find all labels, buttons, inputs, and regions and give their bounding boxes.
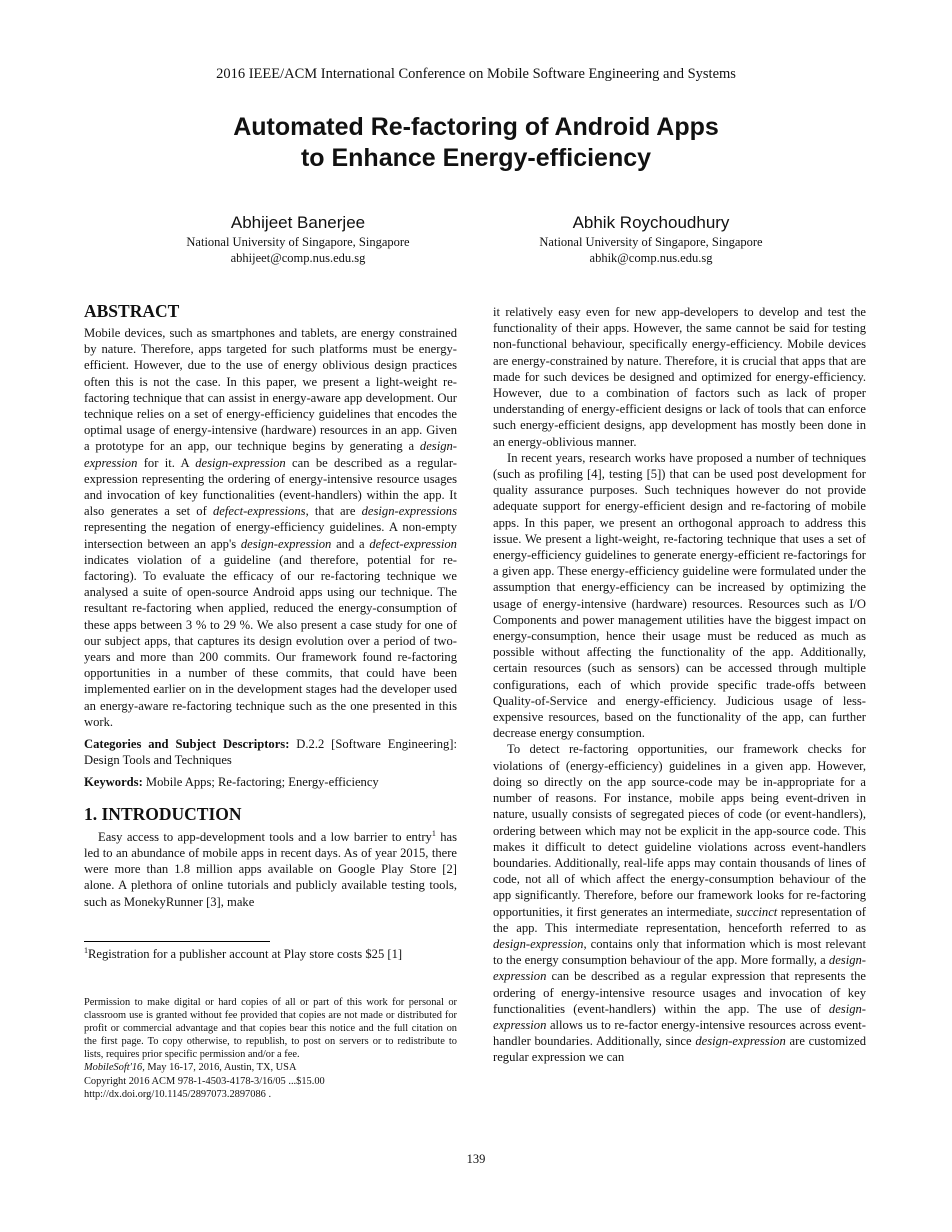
- abstract-heading: ABSTRACT: [84, 301, 180, 321]
- footnote-rule: [84, 941, 270, 942]
- permission-text: Permission to make digital or hard copies of all or part of this work for personal or classroom use is granted without fee provided that copies are not made or distributed for profit or commercial advantage and that copies bear this notice and the full citation on the first page. To copy otherwise, to republish, to post on servers or to redistribute to lists, requires prior specific permission and/or a fee.: [84, 997, 457, 1061]
- doi-line: http://dx.doi.org/10.1145/2897073.2897086 .: [84, 1088, 272, 1100]
- intro-paragraph: Easy access to app-development tools and a low barrier to entry$^1$ has led to an abundance of mobile apps in recent days. As of year 2015, there were more than 1.8 million apps available on Google Play Store [2] alone. A plethora of online tutorials and publicly available testing tools, such as MonekyRunner [3], make: [84, 828, 457, 909]
- left-column: [84, 300, 457, 910]
- categories: Categories and Subject Descriptors: D.2.2 [Software Engineering]: Design Tools and Techniques: [84, 737, 457, 768]
- conference-header: 2016 IEEE/ACM International Conference on Mobile Software Engineering and Systems: [216, 66, 736, 82]
- author-block-1: [118, 212, 478, 266]
- author-email: abhijeet@comp.nus.edu.sg: [230, 251, 366, 265]
- footnote: $^1$Registration for a publisher account at Play store costs $25 [1]: [84, 945, 403, 961]
- footnote-marker: 1: [431, 828, 436, 838]
- paper-title: [0, 112, 952, 174]
- title-line-1: Automated Re-factoring of Android Apps: [233, 113, 719, 141]
- author-name: Abhik Roychoudhury: [572, 213, 730, 232]
- author-name: Abhijeet Banerjee: [230, 213, 366, 232]
- body-paragraph: it relatively easy even for new app-developers to develop and test the functionality of their apps. However, the same cannot be said for testing non-functional behaviour, specifically energy-efficiency. Mobile devices are energy-constrained by nature. Therefore, it is crucial that apps that are made for such devices be designed and optimized for energy-efficiency. However, due to a combination of factors such as lack of proper understanding of energy-efficient designs or lack of tools that can enforce such energy-efficient designs, app development has mostly been done in an energy-oblivious manner.: [493, 305, 866, 449]
- title-line-2: to Enhance Energy-efficiency: [300, 144, 652, 172]
- author-block-2: [471, 212, 831, 266]
- page-number: 139: [466, 1152, 486, 1166]
- author-affiliation: National University of Singapore, Singapore: [186, 235, 410, 249]
- abstract-paragraph: Mobile devices, such as smartphones and tablets, are energy constrained by nature. Therefore, apps targeted for such platforms must be energy-efficient. However, due to the use of energy oblivious design practices often this is not the case. In this paper, we present a light-weight re-factoring technique that can assist in energy-aware app development. Our technique relies on a set of energy-efficiency guidelines that encodes the optimal usage of energy-intensive (hardware) resources in an app. Given a prototype for an app, our technique begins by generating a design-expression for it. A design-expression can be described as a regular-expression representing the ordering of energy-intensive resource usages and invocation of key functionalities (event-handlers) within the app. It also generates a set of defect-expressions, that are design-expressions representing the negation of energy-efficiency guidelines. A non-empty intersection between an app's design-expression and a defect-expression indicates violation of a guideline (and therefore, potential for re-factoring). To evaluate the efficacy of our re-factoring technique we analysed a suite of open-source Android apps using our technique. The resultant re-factoring when applied, reduced the energy-consumption of these apps between 3 % to 29 %. We also present a case study for one of our subject apps, that captures its design evolution over a period of two-years and more than 200 commits. Our framework found re-factoring opportunities in a number of these commits, that could have been implemented earlier on in the development stages had the developer used an energy-aware re-factoring technique such as the one presented in this work.: [84, 326, 457, 729]
- keywords: Keywords: Mobile Apps; Re-factoring; Energy-efficiency: [84, 775, 379, 790]
- body-paragraph: In recent years, research works have proposed a number of techniques (such as profiling [4], testing [5]) that can be used post development for quality assurance purposes. Such techniques however do not provide adequate support for energy-efficient design and re-factoring of mobile apps. In this paper, we present an orthogonal approach to address this issue. We present a light-weight, re-factoring technique that uses a set of energy-efficiency guidelines to generate energy-efficient re-factorings for a given app. These energy-efficiency guideline were formulated under the assumption that energy-efficiency can be increased by optimizing the usage of energy-intensive (hardware) resources. Resources such as I/O Components and power management utilities have the biggest impact on energy-consumption, hence their usage must be reduced as much as possible without affecting the functionality of the app. Additionally, certain resources (such as sensors) can be accessed through multiple configurations, each of which provide specific trade-offs between Quality-of-Service and energy-efficiency. Judicious usage of less-expensive resources, based on the functionality of the app, can further decrease energy consumption.: [493, 450, 866, 741]
- author-affiliation: National University of Singapore, Singapore: [539, 235, 763, 249]
- body-paragraph: To detect re-factoring opportunities, our framework checks for violations of (energy-efficiency) guidelines in a given app. However, doing so directly on the app source-code may be in-appropriate for a number of reasons. For instance, mobile apps being event-driven in nature, usually consists of segregated pieces of code (or event-handlers), ordering between which may not be explicit in the app-source code. This makes it difficult to detect guideline violations across event-handlers boundaries. Additionally, real-life apps may contain thousands of lines of code, not all of which affect the energy-consumption behaviour of the app significantly. Therefore, before our framework looks for re-factoring opportunities, it first generates an intermediate, succinct representation of the app. This intermediate representation, henceforth referred to as design-expression, contains only that information which is most relevant to the energy consumption behaviour of the app. More formally, a design-expression can be described as a regular expression that represents the ordering of energy-intensive resource usages and invocation of key functionalities (event-handlers) within the app. The use of design-expression allows us to re-factor energy-intensive resources across event-handler boundaries. Additionally, since design-expression are customized regular expression we can: [493, 742, 866, 1065]
- copyright-line: Copyright 2016 ACM 978-1-4503-4178-3/16/05 ...$15.00: [84, 1075, 325, 1087]
- introduction-heading: 1. INTRODUCTION: [84, 803, 242, 824]
- right-column: [493, 304, 866, 1066]
- permission-block: [84, 996, 457, 1101]
- author-email: abhik@comp.nus.edu.sg: [589, 251, 713, 265]
- venue-line: MobileSoft'16, May 16-17, 2016, Austin, TX, USA: [84, 1062, 297, 1074]
